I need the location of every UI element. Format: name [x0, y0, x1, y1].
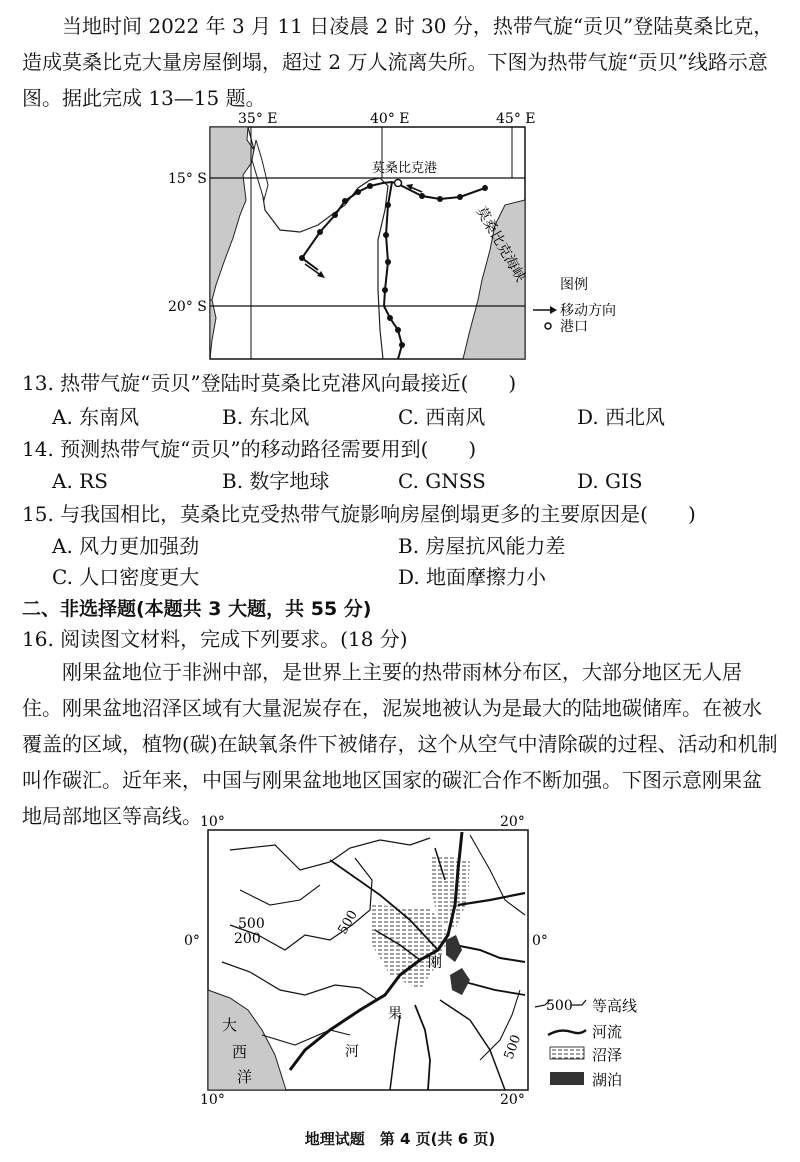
swamp-icon: [550, 1047, 584, 1059]
bottom-lon-10: 10°: [200, 1092, 225, 1108]
q16-material: 刚果盆地位于非洲中部，是世界上主要的热带雨林分布区，大部分地区无人居住。刚果盆地沼泽区域有大量泥炭存在，泥炭地被认为是最大的陆地碳储库。在被水覆盖的区域，植物(碳)在缺氧条件下被储存，这个从空气中清除碳的过程、活动和机制叫作碳汇。近年来，中国与刚果盆地地区国家的碳汇合作不断加强。下图示意刚果盆地局部地区等高线。: [22, 660, 778, 828]
legend-swamp: 沼泽: [592, 1046, 623, 1064]
port-icon: [545, 323, 551, 329]
section-2-heading: 二、非选择题(本题共 3 大题，共 55 分): [22, 598, 372, 620]
contour-200: 200: [234, 931, 261, 947]
legend-contour: 等高线: [592, 997, 638, 1015]
q13-option-c: C. 西南风: [398, 405, 486, 429]
svg-text:500: 500: [335, 907, 361, 937]
lat-label-20: 20° S: [168, 299, 207, 315]
top-lon-10: 10°: [200, 814, 225, 830]
q14-option-b: B. 数字地球: [222, 469, 330, 493]
page-footer: 地理试题 第 4 页(共 6 页): [304, 1130, 496, 1148]
contour-500-a: 500: [238, 916, 265, 932]
river-char-3: 河: [345, 1044, 359, 1060]
q13-option-b: B. 东北风: [222, 405, 310, 429]
river-icon: [548, 1030, 586, 1035]
q13-option-a: A. 东南风: [52, 405, 140, 429]
lat-right-0: 0°: [532, 933, 548, 949]
q14-option-a: A. RS: [52, 469, 108, 493]
ocean-char-3: 洋: [237, 1068, 253, 1086]
top-lon-20: 20°: [500, 814, 525, 830]
q15-option-c: C. 人口密度更大: [52, 565, 200, 589]
legend-title: 图例: [560, 277, 588, 293]
cyclone-track-map: [150, 108, 640, 366]
intro-paragraph: 当地时间 2022 年 3 月 11 日凌晨 2 时 30 分，热带气旋“贡贝”登陆莫桑比克，造成莫桑比克大量房屋倒塌，超过 2 万人流离失所。下图为热带气旋“贡贝”线路示意图。据此完成 13—15 题。: [22, 14, 774, 110]
q15-option-b: B. 房屋抗风能力差: [398, 534, 566, 558]
ocean-char-1: 大: [222, 1016, 238, 1034]
legend-lake: 湖泊: [592, 1071, 623, 1089]
lon-label-35: 35° E: [238, 111, 278, 127]
lon-label-40: 40° E: [370, 111, 410, 127]
q14-option-c: C. GNSS: [398, 469, 486, 493]
river-char-1: 刚: [428, 955, 442, 971]
question-13: 13. 热带气旋“贡贝”登陆时莫桑比克港风向最接近( ): [22, 371, 517, 395]
ocean-char-2: 西: [232, 1043, 248, 1061]
port-label: 莫桑比克港: [372, 161, 438, 176]
lat-label-15: 15° S: [168, 171, 207, 187]
lake-icon: [550, 1072, 584, 1085]
legend-port: 港口: [560, 319, 588, 335]
river-char-2: 果: [388, 1006, 402, 1022]
question-16: 16. 阅读图文材料，完成下列要求。(18 分): [22, 627, 408, 651]
legend-river: 河流: [592, 1023, 623, 1041]
congo-basin-map: [170, 808, 650, 1110]
question-15: 15. 与我国相比，莫桑比克受热带气旋影响房屋倒塌更多的主要原因是( ): [22, 502, 696, 526]
lon-label-45: 45° E: [496, 111, 536, 127]
legend-contour-value: 500: [546, 998, 573, 1014]
legend-move: 移动方向: [560, 303, 616, 319]
question-14: 14. 预测热带气旋“贡贝”的移动路径需要用到( ): [22, 437, 477, 461]
q15-option-a: A. 风力更加强劲: [52, 534, 200, 558]
bottom-lon-20: 20°: [500, 1092, 525, 1108]
q15-option-d: D. 地面摩擦力小: [398, 565, 547, 589]
svg-text:500: 500: [501, 1032, 525, 1062]
port-marker: [395, 180, 402, 187]
q13-option-d: D. 西北风: [577, 405, 666, 429]
q14-option-d: D. GIS: [577, 469, 643, 493]
svg-text:莫桑比克海峡: 莫桑比克海峡: [472, 204, 529, 285]
lat-left-0: 0°: [184, 933, 200, 949]
